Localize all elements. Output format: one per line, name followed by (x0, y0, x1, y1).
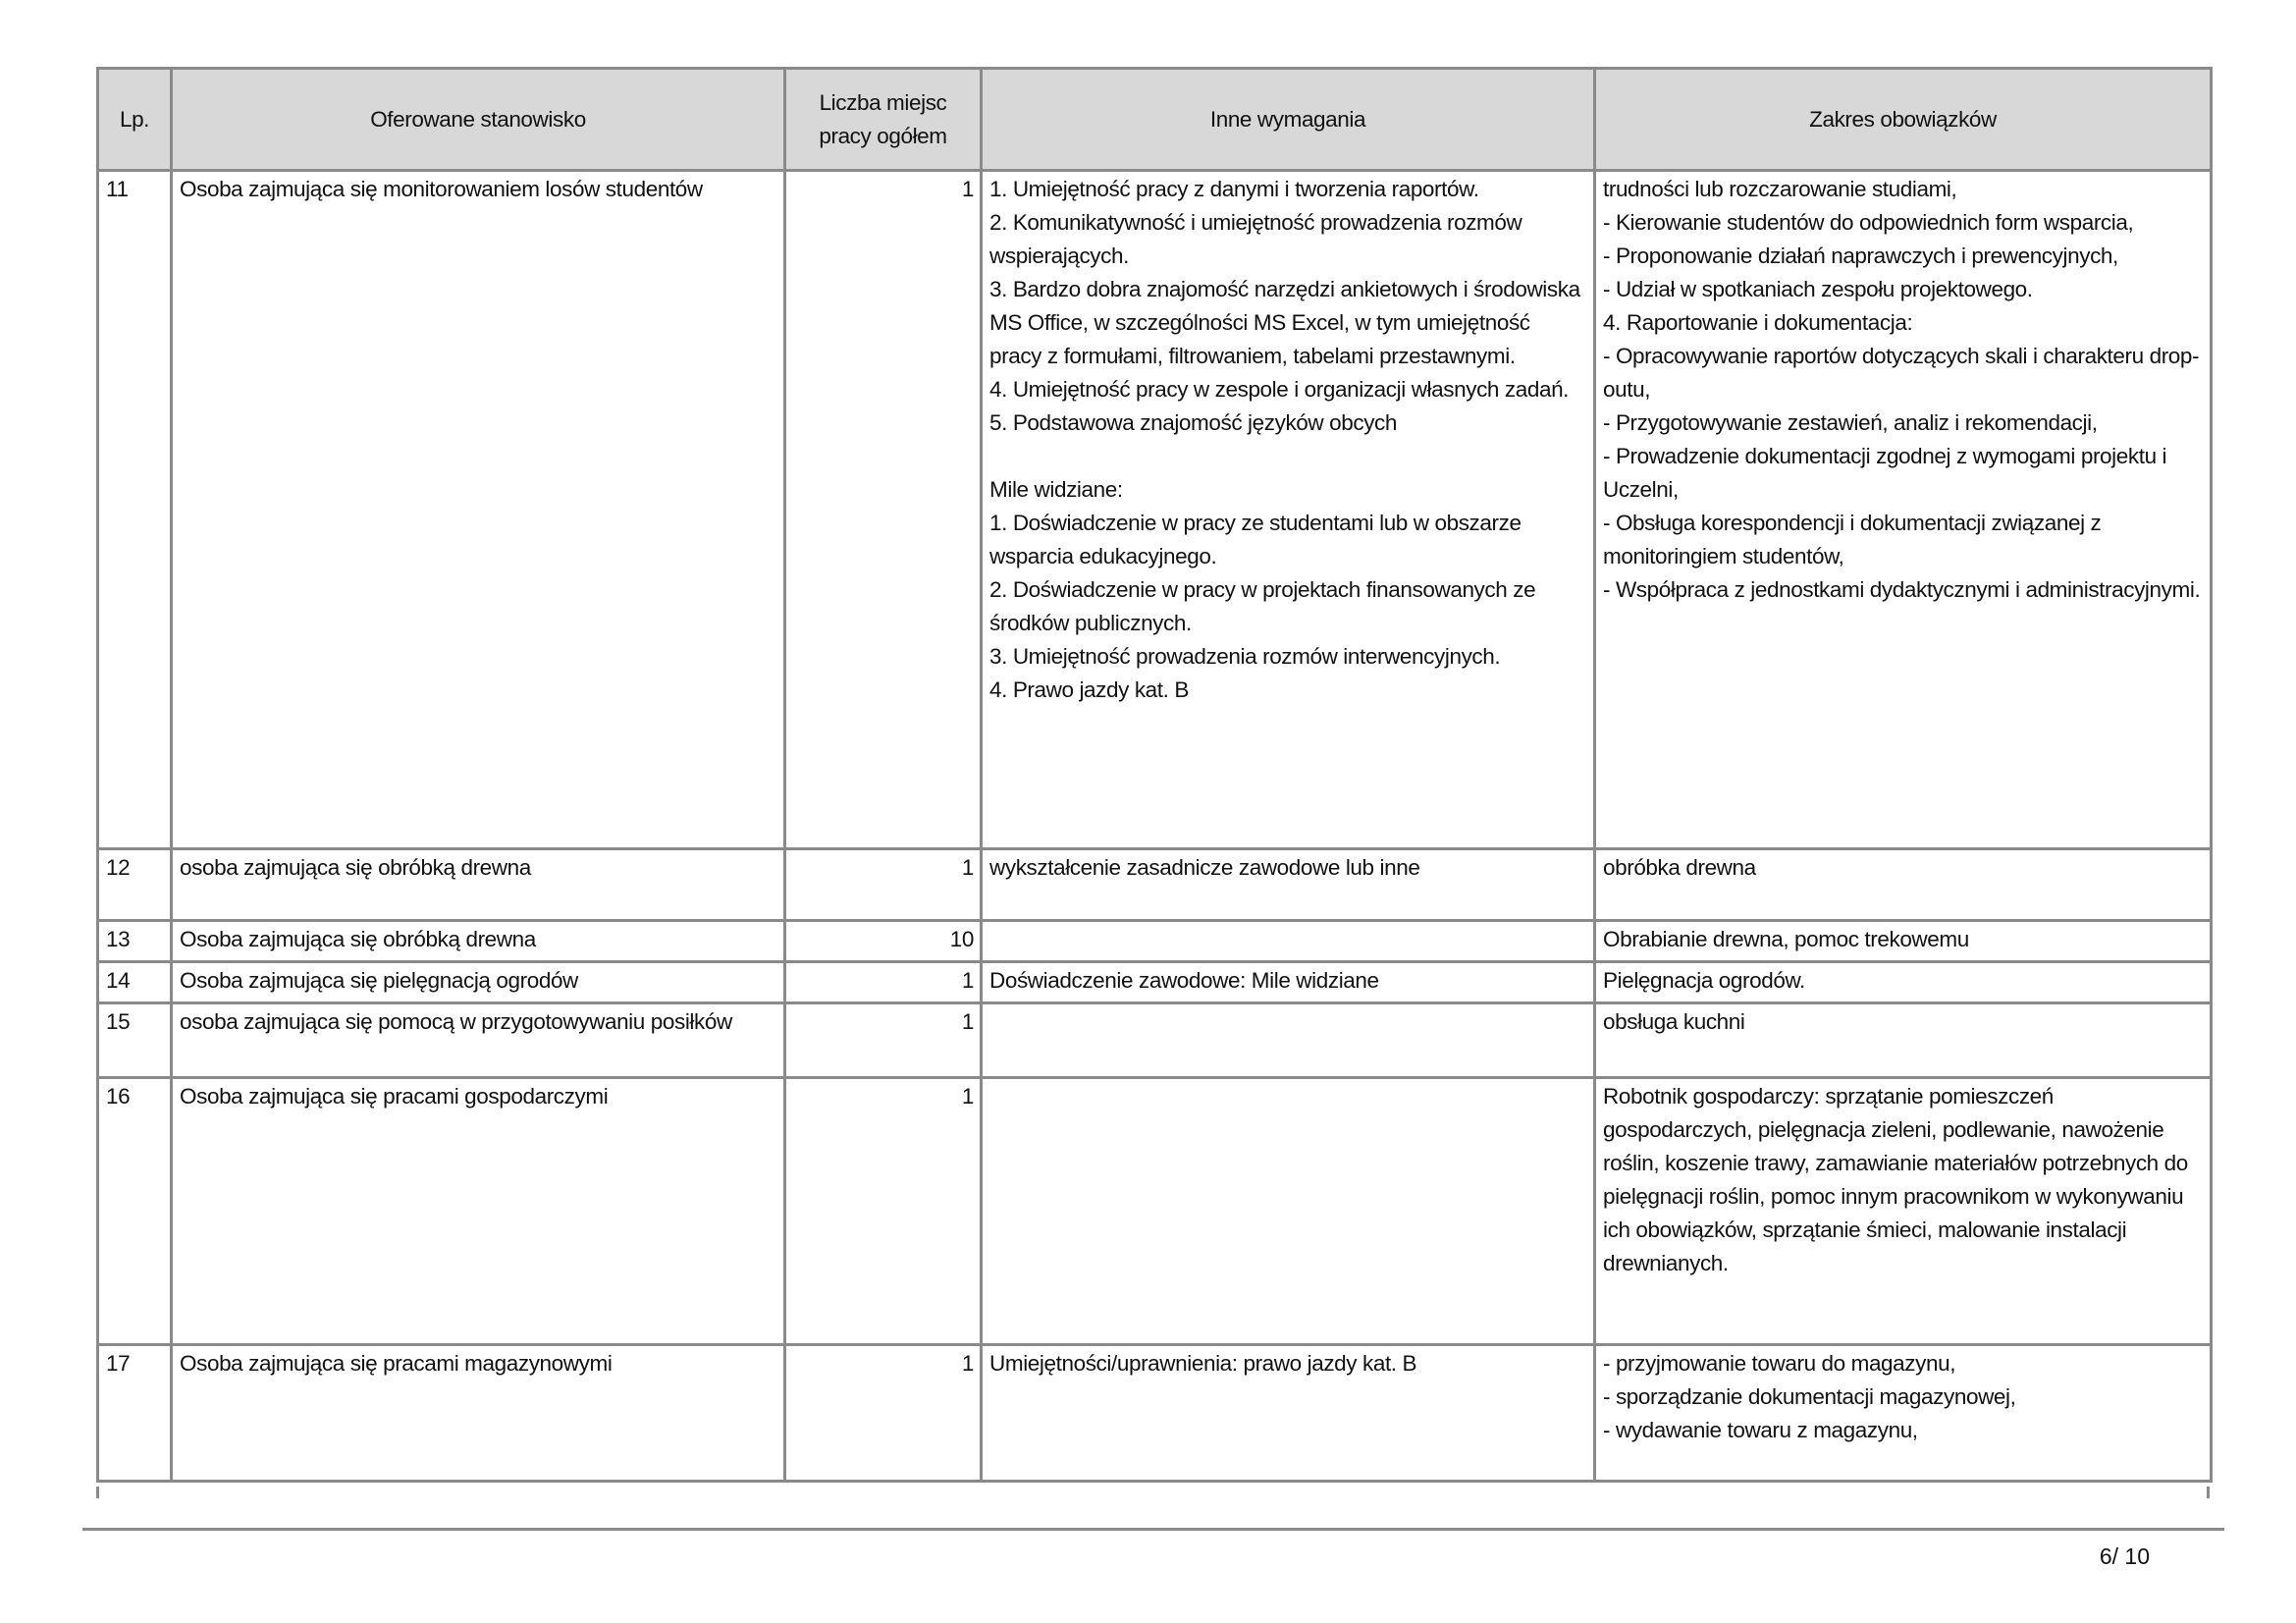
cell-duties: trudności lub rozczarowanie studiami, - Kierowanie studentów do odpowiednich form wsparcia, - Proponowanie działań naprawczych i prewencyjnych, - Udział w spotkaniach zespołu projektowego. 4. Raportowanie i dokumentacja: - Opracowywanie raportów dotyczących skali i charakteru drop-outu, - Przygotowywanie zestawień, analiz i rekomendacji, - Prowadzenie dokumentacji zgodnej z wymogami projektu i Uczelni, - Obsługa korespondencji i dokumentacji związanej z monitoringiem studentów, - Współpraca z jednostkami dydaktycznymi i administracyjnymi. (1595, 171, 2212, 849)
cell-position: Osoba zajmująca się monitorowaniem losów studentów (172, 171, 785, 849)
continuation-border-left (96, 1487, 99, 1498)
cell-duties: - przyjmowanie towaru do magazynu, - sporządzanie dokumentacji magazynowej, - wydawanie towaru z magazynu, (1595, 1345, 2212, 1482)
cell-count: 1 (785, 849, 982, 921)
cell-count: 1 (785, 1078, 982, 1345)
table-row (98, 171, 2212, 849)
cell-lp: 11 (98, 171, 172, 849)
cell-requirements (982, 1078, 1595, 1345)
cell-position: Osoba zajmująca się pracami gospodarczymi (172, 1078, 785, 1345)
cell-position: Osoba zajmująca się pracami magazynowymi (172, 1345, 785, 1482)
cell-count: 1 (785, 171, 982, 849)
continuation-border-right (2207, 1487, 2210, 1498)
header-requirements: Inne wymagania (982, 69, 1595, 171)
cell-duties: Obrabianie drewna, pomoc trekowemu (1595, 921, 2212, 962)
cell-requirements: Umiejętności/uprawnienia: prawo jazdy kat. B (982, 1345, 1595, 1482)
page-number: 6/ 10 (2099, 1543, 2150, 1569)
cell-duties: Pielęgnacja ogrodów. (1595, 962, 2212, 1003)
table-row (98, 1345, 2212, 1482)
cell-count: 10 (785, 921, 982, 962)
job-offers-table (96, 67, 2213, 1483)
cell-count: 1 (785, 1345, 982, 1482)
cell-duties: obsługa kuchni (1595, 1003, 2212, 1078)
table-continuation-borders (96, 1487, 2210, 1498)
header-count: Liczba miejsc pracy ogółem (785, 69, 982, 171)
table-row (98, 1078, 2212, 1345)
table-row (98, 849, 2212, 921)
cell-count: 1 (785, 1003, 982, 1078)
header-duties: Zakres obowiązków (1595, 69, 2212, 171)
cell-duties: obróbka drewna (1595, 849, 2212, 921)
cell-position: Osoba zajmująca się obróbką drewna (172, 921, 785, 962)
cell-lp: 13 (98, 921, 172, 962)
cell-requirements: Doświadczenie zawodowe: Mile widziane (982, 962, 1595, 1003)
cell-requirements: wykształcenie zasadnicze zawodowe lub inne (982, 849, 1595, 921)
table-row (98, 962, 2212, 1003)
cell-requirements: 1. Umiejętność pracy z danymi i tworzenia raportów. 2. Komunikatywność i umiejętność prowadzenia rozmów wspierających. 3. Bardzo dobra znajomość narzędzi ankietowych i środowiska MS Office, w szczególności MS Excel, w tym umiejętność pracy z formułami, filtrowaniem, tabelami przestawnymi. 4. Umiejętność pracy w zespole i organizacji własnych zadań. 5. Podstawowa znajomość języków obcych Mile widziane: 1. Doświadczenie w pracy ze studentami lub w obszarze wsparcia edukacyjnego. 2. Doświadczenie w pracy w projektach finansowanych ze środków publicznych. 3. Umiejętność prowadzenia rozmów interwencyjnych. 4. Prawo jazdy kat. B (982, 171, 1595, 849)
cell-lp: 12 (98, 849, 172, 921)
table-header-row (98, 69, 2212, 171)
header-lp: Lp. (98, 69, 172, 171)
table-row (98, 1003, 2212, 1078)
cell-lp: 15 (98, 1003, 172, 1078)
footer-divider (82, 1528, 2224, 1531)
header-position: Oferowane stanowisko (172, 69, 785, 171)
cell-position: osoba zajmująca się pomocą w przygotowywaniu posiłków (172, 1003, 785, 1078)
cell-lp: 14 (98, 962, 172, 1003)
table-row (98, 921, 2212, 962)
cell-count: 1 (785, 962, 982, 1003)
cell-lp: 16 (98, 1078, 172, 1345)
job-offers-table-container (96, 67, 2210, 1483)
cell-lp: 17 (98, 1345, 172, 1482)
cell-requirements (982, 1003, 1595, 1078)
cell-position: Osoba zajmująca się pielęgnacją ogrodów (172, 962, 785, 1003)
cell-requirements (982, 921, 1595, 962)
cell-position: osoba zajmująca się obróbką drewna (172, 849, 785, 921)
cell-duties: Robotnik gospodarczy: sprzątanie pomieszczeń gospodarczych, pielęgnacja zieleni, podlewanie, nawożenie roślin, koszenie trawy, zamawianie materiałów potrzebnych do pielęgnacji roślin, pomoc innym pracownikom w wykonywaniu ich obowiązków, sprzątanie śmieci, malowanie instalacji drewnianych. (1595, 1078, 2212, 1345)
